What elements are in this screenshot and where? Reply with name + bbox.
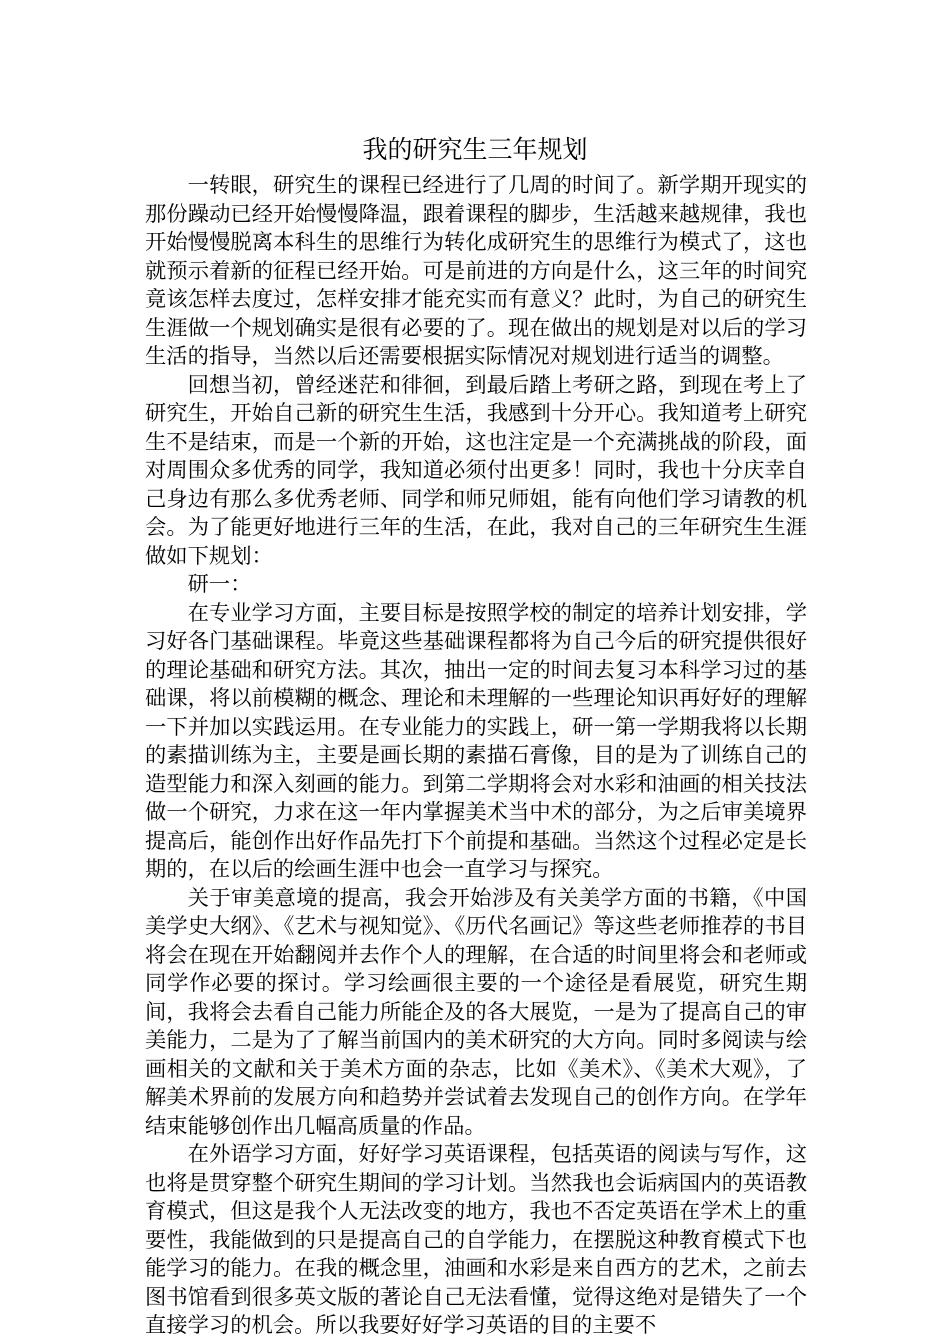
paragraph-foreign-language: 在外语学习方面，好好学习英语课程，包括英语的阅读与写作，这也将是贯穿整个研究生期间的学习计划。当然我也会诟病国内的英语教育模式，但这是我个人无法改变的地方，我也不否定英语在学术上的重要性，我能做到的只是提高自己的自学能力，在摆脱这种教育模式下也能学习的能力。在我的概念里，油画和水彩是来自西方的艺术，之前去图书馆看到很多英文版的著论自己无法看懂，觉得这绝对是错失了一个直接学习的机会。所以我要好好学习英语的目的主要不 [145,1142,807,1338]
paragraph-year-one-heading: 研一： [187,572,252,597]
document-title: 我的研究生三年规划 [362,135,588,164]
paragraph-recall: 回想当初，曾经迷茫和徘徊，到最后踏上考研之路，到现在考上了研究生，开始自己新的研究生生活，我感到十分开心。我知道考上研究生不是结束，而是一个新的开始，这也注定是一个充满挑战的阶段，面对周围众多优秀的同学，我知道必须付出更多！同时，我也十分庆幸自己身边有那么多优秀老师、同学和师兄师姐，能有向他们学习请教的机会。为了能更好地进行三年的生活，在此，我对自己的三年研究生生涯做如下规划： [145,372,807,569]
paragraph-aesthetics: 关于审美意境的提高，我会开始涉及有关美学方面的书籍，《中国美学史大纲》、《艺术与视知觉》、《历代名画记》等这些老师推荐的书目将会在现在开始翻阅并去作个人的理解，在合适的时间里将会和老师或同学作必要的探讨。学习绘画很主要的一个途径是看展览，研究生期间，我将会去看自己能力所能企及的各大展览，一是为了提高自己的审美能力，二是为了了解当前国内的美术研究的大方向。同时多阅读与绘画相关的文献和关于美术方面的杂志，比如《美术》、《美术大观》，了解美术界前的发展方向和趋势并尝试着去发现自己的创作方向。在学年结束能够创作出几幅高质量的作品。 [145,885,807,1139]
paragraph-professional-study: 在专业学习方面，主要目标是按照学校的制定的培养计划安排，学习好各门基础课程。毕竟这些基础课程都将为自己今后的研究提供很好的理论基础和研究方法。其次，抽出一定的时间去复习本科学习过的基础课，将以前模糊的概念、理论和未理解的一些理论知识再好好的理解一下并加以实践运用。在专业能力的实践上，研一第一学期我将以长期的素描训练为主，主要是画长期的素描石膏像，目的是为了训练自己的造型能力和深入刻画的能力。到第二学期将会对水彩和油画的相关技法做一个研究，力求在这一年内掌握美术当中术的部分，为之后审美境界提高后，能创作出好作品先打下个前提和基础。当然这个过程必定是长期的，在以后的绘画生涯中也会一直学习与探究。 [145,600,807,882]
paragraph-intro: 一转眼，研究生的课程已经进行了几周的时间了。新学期开现实的那份躁动已经开始慢慢降温，跟着课程的脚步，生活越来越规律，我也开始慢慢脱离本科生的思维行为转化成研究生的思维行为模式了，这也就预示着新的征程已经开始。可是前进的方向是什么，这三年的时间究竟该怎样去度过，怎样安排才能充实而有意义？此时，为自己的研究生生涯做一个规划确实是很有必要的了。现在做出的规划是对以后的学习生活的指导，当然以后还需要根据实际情况对规划进行适当的调整。 [145,173,807,369]
document-body [145,172,807,1341]
